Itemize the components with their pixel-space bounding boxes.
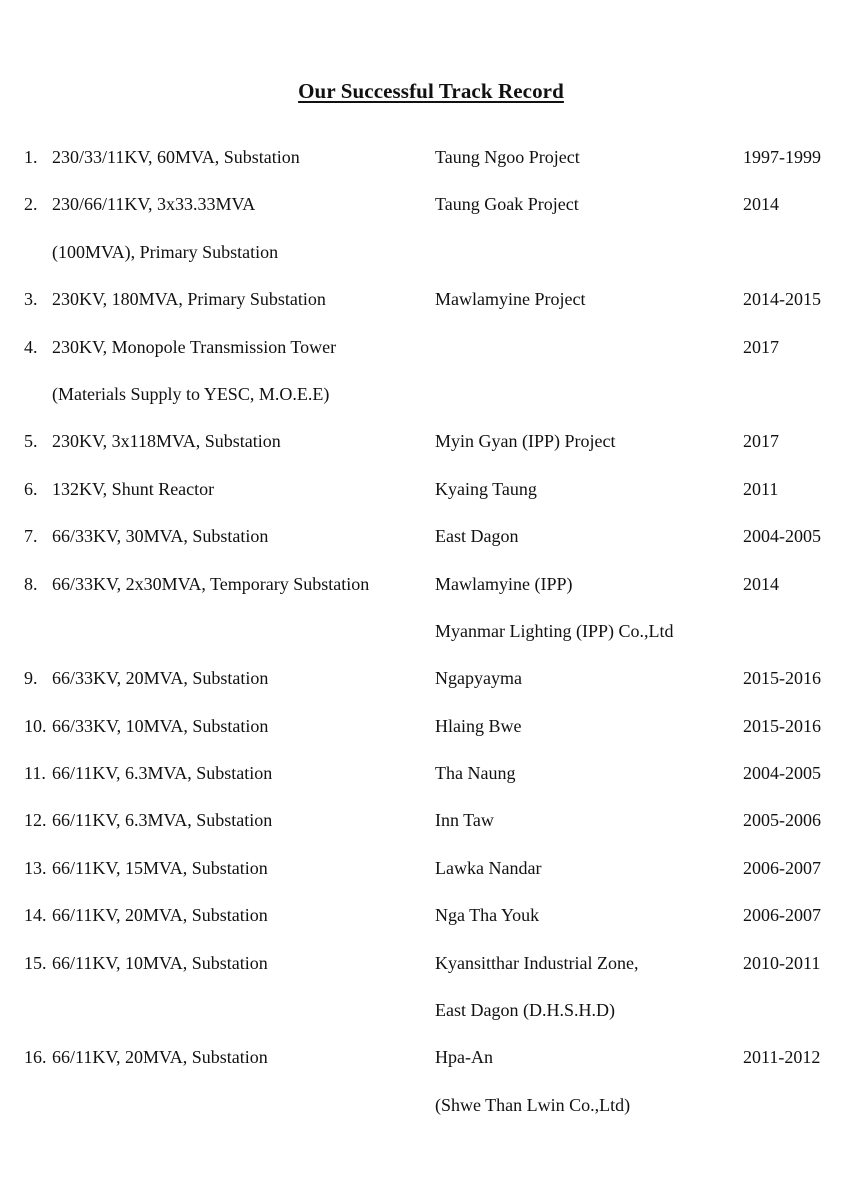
record-line <box>24 331 834 378</box>
record-line <box>24 1041 834 1088</box>
record-number <box>24 615 52 662</box>
record-project <box>435 236 743 283</box>
record-project <box>435 331 743 378</box>
record-line <box>24 473 834 520</box>
record-item <box>24 283 834 330</box>
record-year: 2006-2007 <box>743 857 821 878</box>
record-year: 2005-2006 <box>743 810 821 831</box>
record-project: Nga Tha Youk <box>435 905 540 926</box>
record-description: 66/11KV, 20MVA, Substation <box>52 905 268 926</box>
record-project: Lawka Nandar <box>435 857 542 878</box>
record-number: 7. <box>24 526 38 547</box>
record-description: 66/11KV, 6.3MVA, Substation <box>52 810 273 831</box>
record-year <box>743 378 833 425</box>
record-line <box>24 852 834 899</box>
record-description: 66/33KV, 10MVA, Substation <box>52 715 269 736</box>
record-number: 2. <box>24 194 38 215</box>
record-description: 230/66/11KV, 3x33.33MVA <box>52 194 256 215</box>
record-year: 2011 <box>743 478 779 499</box>
record-project: Kyaing Taung <box>435 478 537 499</box>
record-year: 2004-2005 <box>743 526 821 547</box>
record-item <box>24 331 834 426</box>
record-description: 66/11KV, 10MVA, Substation <box>52 952 268 973</box>
record-description: (Materials Supply to YESC, M.O.E.E) <box>52 383 330 404</box>
record-line <box>24 757 834 804</box>
record-line <box>24 425 834 472</box>
record-year: 2014 <box>743 573 779 594</box>
record-project: East Dagon <box>435 526 519 547</box>
record-number: 12. <box>24 810 47 831</box>
record-item <box>24 710 834 757</box>
record-year <box>743 1089 833 1136</box>
record-number <box>24 994 52 1041</box>
record-project: Hlaing Bwe <box>435 715 522 736</box>
record-year <box>743 615 833 662</box>
record-year <box>743 994 833 1041</box>
record-number: 14. <box>24 905 47 926</box>
record-description <box>52 615 435 662</box>
record-number <box>24 236 52 283</box>
record-year <box>743 236 833 283</box>
record-description: 66/33KV, 30MVA, Substation <box>52 526 269 547</box>
record-description: 66/11KV, 6.3MVA, Substation <box>52 763 273 784</box>
record-description: 132KV, Shunt Reactor <box>52 478 215 499</box>
record-line <box>24 615 834 662</box>
record-item <box>24 899 834 946</box>
record-number <box>24 1089 52 1136</box>
record-item <box>24 804 834 851</box>
record-item <box>24 141 834 188</box>
record-year: 2015-2016 <box>743 715 821 736</box>
record-year: 1997-1999 <box>743 147 821 167</box>
record-number <box>24 378 52 425</box>
record-item <box>24 947 834 1042</box>
record-line <box>24 662 834 709</box>
record-line <box>24 710 834 757</box>
record-project: Ngapyayma <box>435 668 522 689</box>
record-item <box>24 568 834 663</box>
record-year: 2014 <box>743 194 779 215</box>
record-project: Mawlamyine Project <box>435 289 586 310</box>
record-number: 3. <box>24 289 38 310</box>
record-year: 2017 <box>743 336 779 357</box>
record-description: 66/11KV, 20MVA, Substation <box>52 1047 268 1068</box>
record-number: 10. <box>24 715 47 736</box>
record-number: 16. <box>24 1047 47 1068</box>
record-item <box>24 425 834 472</box>
record-item <box>24 1041 834 1136</box>
record-number: 11. <box>24 763 46 784</box>
record-line <box>24 899 834 946</box>
record-year: 2004-2005 <box>743 763 821 784</box>
record-line <box>24 947 834 994</box>
record-project: Myin Gyan (IPP) Project <box>435 431 616 452</box>
record-line <box>24 1089 834 1136</box>
record-line <box>24 378 834 425</box>
record-description: 230KV, Monopole Transmission Tower <box>52 336 337 357</box>
record-line <box>24 188 834 235</box>
record-project: Mawlamyine (IPP) <box>435 573 573 594</box>
record-project: Taung Goak Project <box>435 194 579 215</box>
record-description <box>52 994 435 1041</box>
record-item <box>24 520 834 567</box>
record-number: 9. <box>24 668 38 689</box>
record-description: 66/33KV, 2x30MVA, Temporary Substation <box>52 573 370 594</box>
record-project: East Dagon (D.H.S.H.D) <box>435 1000 615 1021</box>
record-line <box>24 236 834 283</box>
record-year: 2006-2007 <box>743 905 821 926</box>
record-line <box>24 283 834 330</box>
record-project: Inn Taw <box>435 810 494 831</box>
record-item <box>24 473 834 520</box>
page-title: Our Successful Track Record <box>298 79 564 103</box>
record-number: 4. <box>24 336 38 357</box>
record-description: (100MVA), Primary Substation <box>52 241 279 262</box>
record-number: 15. <box>24 952 47 973</box>
record-project: (Shwe Than Lwin Co.,Ltd) <box>435 1094 631 1115</box>
record-year: 2017 <box>743 431 779 452</box>
record-year: 2015-2016 <box>743 668 821 689</box>
record-year: 2011-2012 <box>743 1047 821 1068</box>
record-item <box>24 757 834 804</box>
record-description: 66/33KV, 20MVA, Substation <box>52 668 269 689</box>
track-record-list <box>24 141 834 1136</box>
record-year: 2010-2011 <box>743 952 821 973</box>
record-number: 6. <box>24 478 38 499</box>
record-line <box>24 994 834 1041</box>
record-number: 8. <box>24 573 38 594</box>
record-description: 66/11KV, 15MVA, Substation <box>52 857 268 878</box>
record-year: 2014-2015 <box>743 289 821 310</box>
record-description: 230KV, 180MVA, Primary Substation <box>52 289 326 310</box>
record-item <box>24 662 834 709</box>
record-description: 230/33/11KV, 60MVA, Substation <box>52 147 300 167</box>
record-project: Hpa-An <box>435 1047 493 1068</box>
record-number: 1. <box>24 147 38 167</box>
record-project <box>435 378 743 425</box>
record-number: 5. <box>24 431 38 452</box>
record-line <box>24 804 834 851</box>
record-project: Myanmar Lighting (IPP) Co.,Ltd <box>435 620 674 641</box>
record-line <box>24 568 834 615</box>
record-project: Kyansitthar Industrial Zone, <box>435 952 639 973</box>
record-item <box>24 852 834 899</box>
record-description <box>52 1089 435 1136</box>
record-number: 13. <box>24 857 47 878</box>
record-project: Tha Naung <box>435 763 516 784</box>
record-line <box>24 141 834 188</box>
record-project: Taung Ngoo Project <box>435 147 580 167</box>
record-description: 230KV, 3x118MVA, Substation <box>52 431 281 452</box>
record-line <box>24 520 834 567</box>
record-item <box>24 188 834 283</box>
